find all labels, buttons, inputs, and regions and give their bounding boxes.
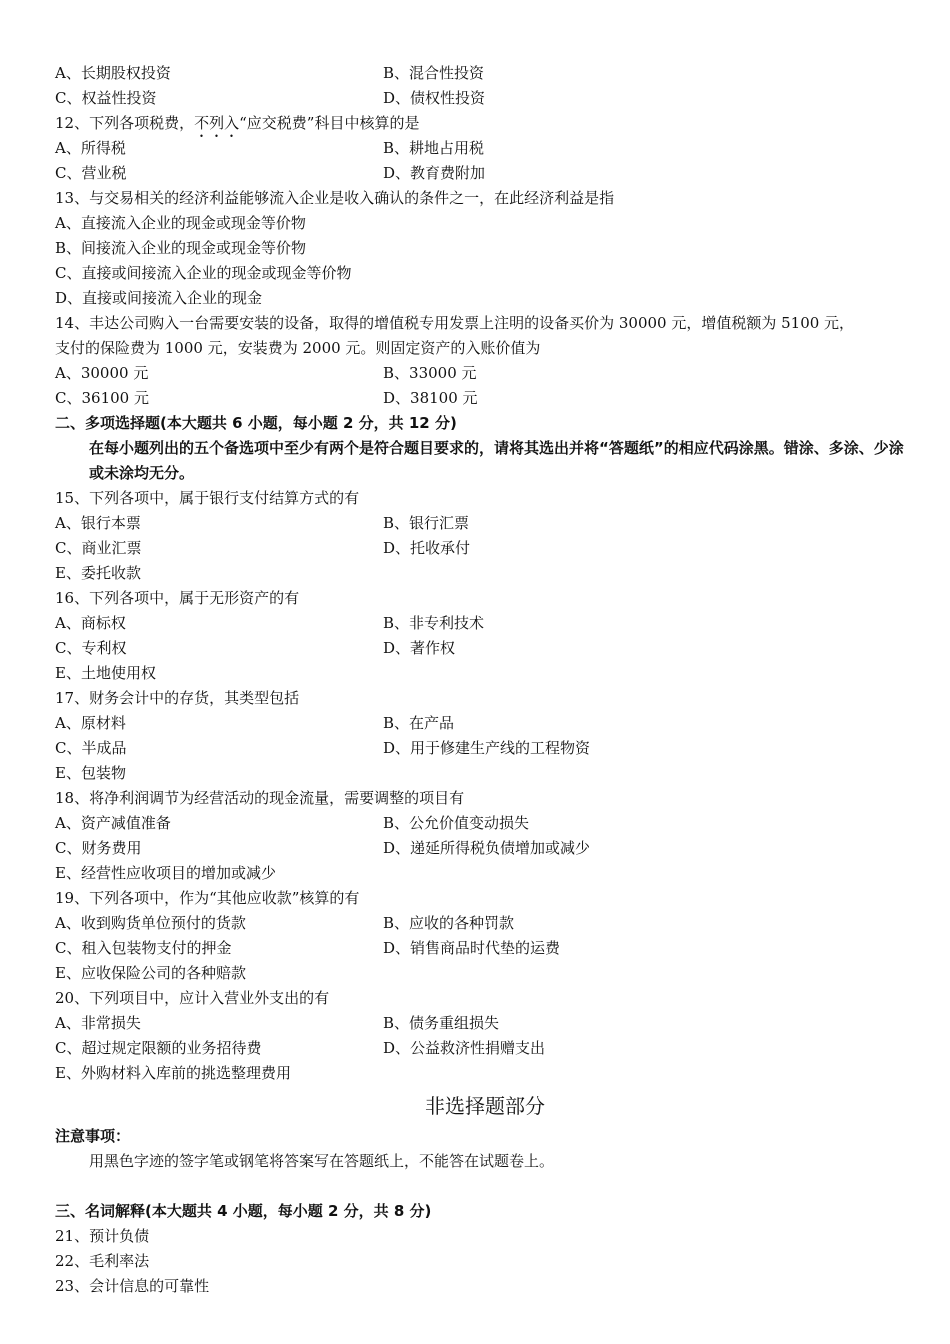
q19-options-row1 — [55, 911, 915, 936]
q18-options-row1 — [55, 811, 915, 836]
q11-option-c: C、权益性投资 — [55, 89, 157, 107]
q12-option-b: B、耕地占用税 — [383, 139, 485, 157]
q17-option-d: D、用于修建生产线的工程物资 — [383, 739, 591, 757]
q12-option-c: C、营业税 — [55, 164, 127, 182]
q17-option-b: B、在产品 — [383, 714, 455, 732]
q14-option-d: D、38100 元 — [383, 389, 478, 407]
spacer — [55, 1174, 915, 1199]
q14-option-a: A、30000 元 — [55, 364, 149, 382]
q16-option-c: C、专利权 — [55, 639, 127, 657]
section2-instruction: 在每小题列出的五个备选项中至少有两个是符合题目要求的，请将其选出并将“答题纸”的相应代码涂黑。错涂、多涂、少涂或未涂均无分。 — [89, 439, 904, 482]
q12-emphasis: 不列入 — [194, 114, 240, 132]
q19-stem: 19、下列各项中，作为“其他应收款”核算的有 — [55, 889, 360, 907]
q15-option-a: A、银行本票 — [55, 514, 141, 532]
q17-option-c: C、半成品 — [55, 739, 127, 757]
q11-option-b: B、混合性投资 — [383, 64, 485, 82]
q18-options-row2 — [55, 836, 915, 861]
q20-option-d: D、公益救济性捐赠支出 — [383, 1039, 546, 1057]
q19-options-row2 — [55, 936, 915, 961]
q13-stem: 13、与交易相关的经济利益能够流入企业是收入确认的条件之一，在此经济利益是指 — [55, 189, 615, 207]
q15-option-d: D、托收承付 — [383, 539, 471, 557]
q20-options-row1 — [55, 1011, 915, 1036]
q15-option-e: E、委托收款 — [55, 564, 141, 582]
q20-stem: 20、下列项目中，应计入营业外支出的有 — [55, 989, 330, 1007]
q15-option-b: B、银行汇票 — [383, 514, 470, 532]
q11-options-row2 — [55, 86, 915, 111]
q20-option-e: E、外购材料入库前的挑选整理费用 — [55, 1064, 291, 1082]
nonchoice-title: 非选择题部分 — [425, 1094, 545, 1118]
q16-stem: 16、下列各项中，属于无形资产的有 — [55, 589, 300, 607]
q15-option-c: C、商业汇票 — [55, 539, 142, 557]
q16-option-b: B、非专利技术 — [383, 614, 485, 632]
q12-options-row2 — [55, 161, 915, 186]
q18-option-b: B、公允价值变动损失 — [383, 814, 530, 832]
q12-stem: 12、下列各项税费，不列入“应交税费”科目中核算的是 — [55, 114, 420, 132]
q14-stem-line2: 支付的保险费为 1000 元，安装费为 2000 元。则固定资产的入账价值为 — [55, 339, 541, 357]
q19-option-b: B、应收的各种罚款 — [383, 914, 515, 932]
q17-options-row1 — [55, 711, 915, 736]
q16-option-e: E、土地使用权 — [55, 664, 156, 682]
q17-option-e: E、包装物 — [55, 764, 126, 782]
section2-heading: 二、多项选择题(本大题共 6 小题，每小题 2 分，共 12 分) — [55, 414, 457, 432]
q20-option-b: B、债务重组损失 — [383, 1014, 500, 1032]
q19-option-e: E、应收保险公司的各种赔款 — [55, 964, 246, 982]
q19-option-a: A、收到购货单位预付的货款 — [55, 914, 246, 932]
q18-stem: 18、将净利润调节为经营活动的现金流量，需要调整的项目有 — [55, 789, 465, 807]
q22: 22、毛利率法 — [55, 1252, 150, 1270]
q11-options-row1 — [55, 61, 915, 86]
q17-option-a: A、原材料 — [55, 714, 126, 732]
q19-option-d: D、销售商品时代垫的运费 — [383, 939, 561, 957]
q14-option-b: B、33000 元 — [383, 364, 477, 382]
page-content — [55, 61, 915, 1299]
q15-stem: 15、下列各项中，属于银行支付结算方式的有 — [55, 489, 360, 507]
notice-label: 注意事项： — [55, 1127, 131, 1145]
q14-options-row1 — [55, 361, 915, 386]
q23: 23、会计信息的可靠性 — [55, 1277, 210, 1295]
q21: 21、预计负债 — [55, 1227, 150, 1245]
q13-option-c: C、直接或间接流入企业的现金或现金等价物 — [55, 264, 352, 282]
q20-options-row2 — [55, 1036, 915, 1061]
q20-option-c: C、超过规定限额的业务招待费 — [55, 1039, 262, 1057]
q12-options-row1 — [55, 136, 915, 161]
q11-option-a: A、长期股权投资 — [55, 64, 171, 82]
q16-options-row1 — [55, 611, 915, 636]
q13-option-a: A、直接流入企业的现金或现金等价物 — [55, 214, 306, 232]
section3-heading: 三、名词解释(本大题共 4 小题，每小题 2 分，共 8 分) — [55, 1202, 432, 1220]
q12-option-a: A、所得税 — [55, 139, 126, 157]
q18-option-e: E、经营性应收项目的增加或减少 — [55, 864, 276, 882]
q16-options-row2 — [55, 636, 915, 661]
q16-option-d: D、著作权 — [383, 639, 456, 657]
notice-text: 用黑色字迹的签字笔或钢笔将答案写在答题纸上，不能答在试题卷上。 — [89, 1152, 555, 1170]
q20-option-a: A、非常损失 — [55, 1014, 141, 1032]
q14-stem-line1: 14、丰达公司购入一台需要安装的设备，取得的增值税专用发票上注明的设备买价为 30000 元，增值税额为 5100 元， — [55, 314, 855, 332]
q15-options-row2 — [55, 536, 915, 561]
q11-option-d: D、债权性投资 — [383, 89, 486, 107]
q13-option-d: D、直接或间接流入企业的现金 — [55, 289, 263, 307]
q18-option-a: A、资产减值准备 — [55, 814, 171, 832]
q19-option-c: C、租入包装物支付的押金 — [55, 939, 232, 957]
q17-options-row2 — [55, 736, 915, 761]
q14-options-row2 — [55, 386, 915, 411]
q13-option-b: B、间接流入企业的现金或现金等价物 — [55, 239, 307, 257]
q14-option-c: C、36100 元 — [55, 389, 149, 407]
q17-stem: 17、财务会计中的存货，其类型包括 — [55, 689, 300, 707]
q18-option-c: C、财务费用 — [55, 839, 142, 857]
q16-option-a: A、商标权 — [55, 614, 126, 632]
q12-option-d: D、教育费附加 — [383, 164, 486, 182]
q18-option-d: D、递延所得税负债增加或减少 — [383, 839, 591, 857]
q15-options-row1 — [55, 511, 915, 536]
